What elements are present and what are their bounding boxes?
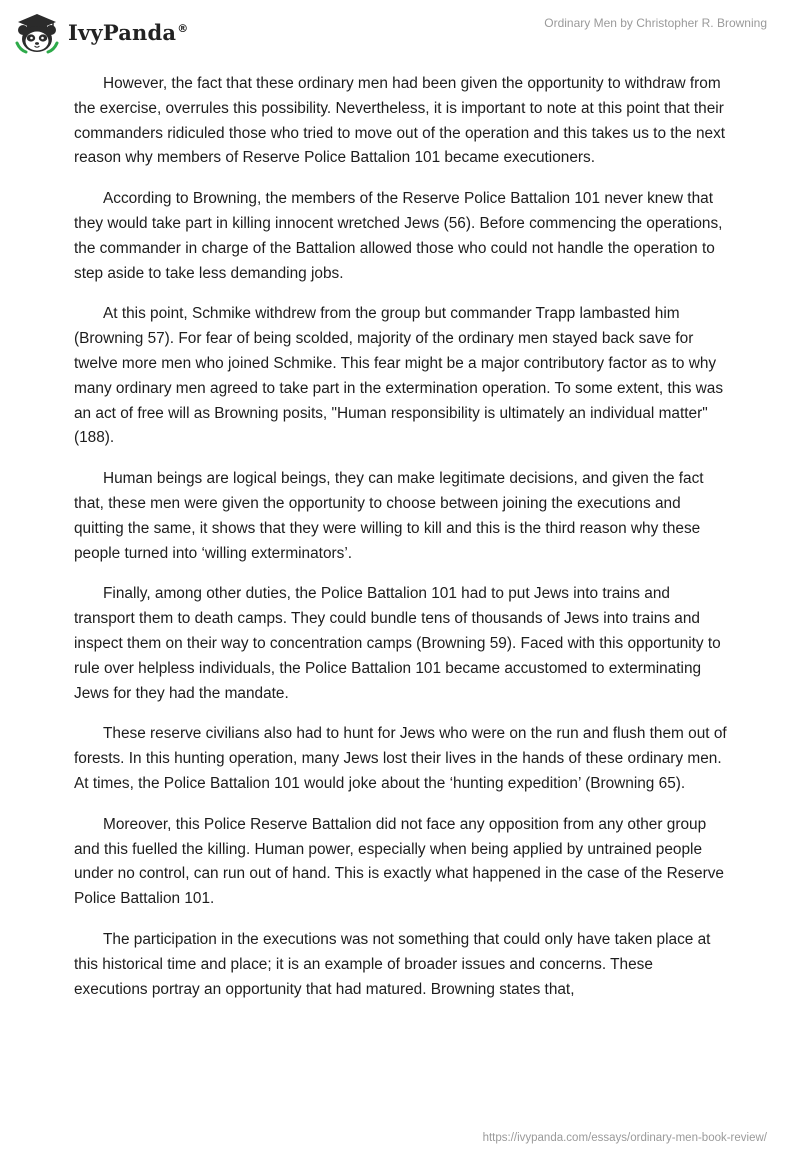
paragraph: Human beings are logical beings, they can make legitimate decisions, and given the fact that, these men were given the opportunity to choose between joining the executions and quitting the same, it shows that they were willing to kill and this is the third reason why these people turned into ‘willing exterminators’. [74, 470, 704, 562]
paragraph: Finally, among other duties, the Police Battalion 101 had to put Jews into trains and transport them to death camps. They could bundle tens of thousands of Jews into trains and inspect them on their way to concentration camps (Browning 59). Faced with this opportunity to rule over helpless individuals, the Police Battalion 101 became accustomed to exterminating Jews for they had the mandate. [74, 585, 721, 702]
page-header [0, 0, 800, 64]
paragraph: These reserve civilians also had to hunt for Jews who were on the run and flush them out of forests. In this hunting operation, many Jews lost their lives in the hands of these ordinary men. At times, the Police Battalion 101 would joke about the ‘hunting expedition’ (Browning 65). [74, 725, 727, 792]
source-url[interactable]: https://ivypanda.com/essays/ordinary-men-book-review/ [482, 1132, 767, 1144]
paragraph: Moreover, this Police Reserve Battalion did not face any opposition from any other group and this fuelled the killing. Human power, especially when being applied by untrained people under no control, can run out of hand. This is exactly what happened in the case of the Reserve Police Battalion 101. [74, 815, 724, 908]
essay-body [74, 72, 728, 1018]
registered-mark: ® [177, 21, 189, 35]
paragraph: At this point, Schmike withdrew from the group but commander Trapp lambasted him (Browning 57). For fear of being scolded, majority of the ordinary men stayed back save for twelve more men who joined Schmike. This fear might be a major contributory factor as to why many ordinary men agreed to take part in the extermination operation. To some extent, this was an act of free will as Browning posits, "Human responsibility is ultimately an individual matter" (188). [74, 305, 724, 447]
brand-name [68, 20, 188, 45]
brand-name-text: IvyPanda [68, 19, 177, 45]
brand-logo[interactable] [14, 10, 188, 56]
paragraph: According to Browning, the members of the Reserve Police Battalion 101 never knew that they would take part in killing innocent wretched Jews (56). Before commencing the operations, the commander in charge of the Battalion allowed those who could not handle the operation to step aside to take less demanding jobs. [74, 190, 723, 282]
panda-graduate-logo-icon [14, 10, 60, 56]
paragraph: The participation in the executions was not something that could only have taken place at this historical time and place; it is an example of broader issues and concerns. These executions portray an opportunity that had matured. Browning states that, [74, 930, 711, 998]
document-title: Ordinary Men by Christopher R. Browning [544, 16, 767, 30]
paragraph: However, the fact that these ordinary men had been given the opportunity to withdraw from the exercise, overrules this possibility. Nevertheless, it is important to note at this point that their commanders ridiculed those who tried to move out of the operation and this takes us to the next reason why members of Reserve Police Battalion 101 became executioners. [74, 75, 726, 167]
